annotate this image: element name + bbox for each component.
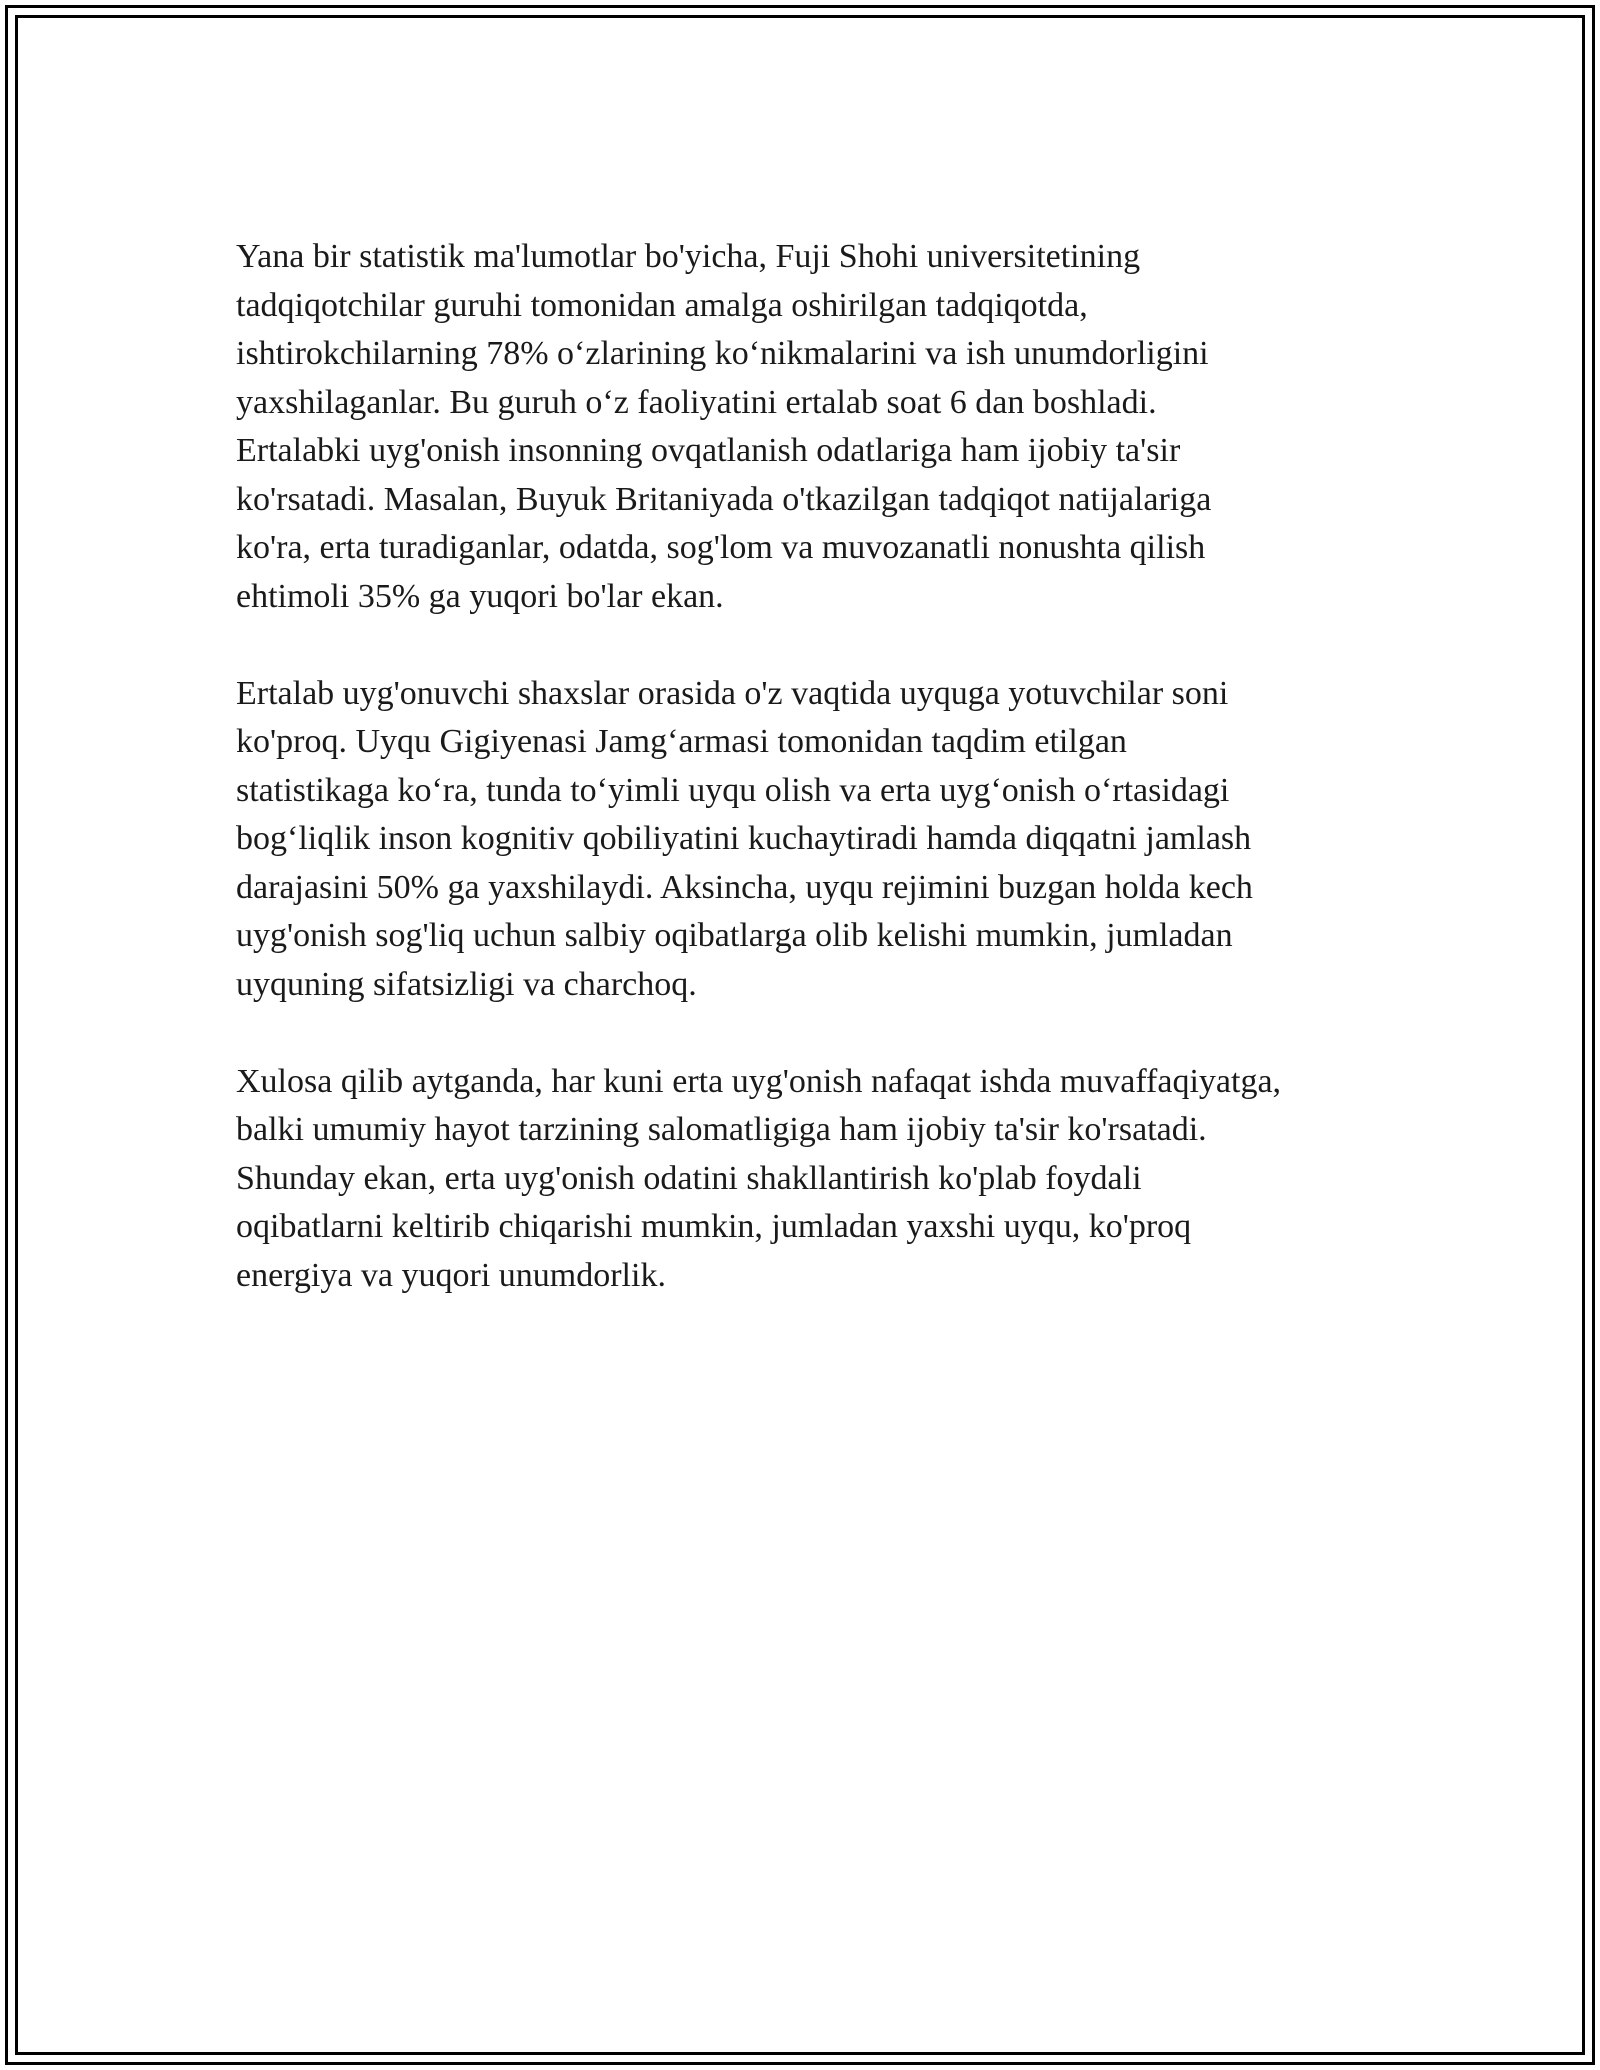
- document-body: [236, 233, 1416, 1349]
- text-line: darajasini 50% ga yaxshilaydi. Aksincha, uyqu rejimini buzgan holda kech: [236, 868, 1253, 906]
- paragraph-1: [236, 233, 1416, 621]
- text-line: Shunday ekan, erta uyg'onish odatini shakllantirish ko'plab foydali: [236, 1159, 1142, 1197]
- text-line: Yana bir statistik ma'lumotlar bo'yicha, Fuji Shohi universitetining: [236, 238, 1141, 275]
- text-line: oqibatlarni keltirib chiqarishi mumkin, jumladan yaxshi uyqu, ko'proq: [236, 1208, 1192, 1245]
- text-line: yaxshilaganlar. Bu guruh oʻz faoliyatini ertalab soat 6 dan boshladi.: [236, 383, 1157, 421]
- text-line: ko'rsatadi. Masalan, Buyuk Britaniyada o'tkazilgan tadqiqot natijalariga: [236, 480, 1212, 518]
- text-line: ishtirokchilarning 78% oʻzlarining koʻnikmalarini va ish unumdorligini: [236, 335, 1209, 372]
- text-line: energiya va yuqori unumdorlik.: [236, 1256, 666, 1294]
- text-line: Xulosa qilib aytganda, har kuni erta uyg'onish nafaqat ishda muvaffaqiyatga,: [236, 1062, 1282, 1100]
- text-line: ko'proq. Uyqu Gigiyenasi Jamgʻarmasi tomonidan taqdim etilgan: [236, 723, 1127, 760]
- text-line: bogʻliqlik inson kognitiv qobiliyatini kuchaytiradi hamda diqqatni jamlash: [236, 820, 1252, 857]
- text-line: uyquning sifatsizligi va charchoq.: [236, 965, 697, 1003]
- text-line: uyg'onish sog'liq uchun salbiy oqibatlarga olib kelishi mumkin, jumladan: [236, 917, 1233, 954]
- text-line: Ertalabki uyg'onish insonning ovqatlanish odatlariga ham ijobiy ta'sir: [236, 432, 1181, 469]
- text-line: tadqiqotchilar guruhi tomonidan amalga oshirilgan tadqiqotda,: [236, 286, 1088, 324]
- text-line: ko'ra, erta turadiganlar, odatda, sog'lom va muvozanatli nonushta qilish: [236, 529, 1206, 566]
- paragraph-3: [236, 1058, 1416, 1301]
- text-line: ehtimoli 35% ga yuqori bo'lar ekan.: [236, 577, 724, 615]
- text-line: statistikaga koʻra, tunda toʻyimli uyqu olish va erta uygʻonish oʻrtasidagi: [236, 771, 1230, 809]
- text-line: Ertalab uyg'onuvchi shaxslar orasida o'z vaqtida uyquga yotuvchilar soni: [236, 674, 1229, 712]
- paragraph-2: [236, 670, 1416, 1010]
- text-line: balki umumiy hayot tarzining salomatligiga ham ijobiy ta'sir ko'rsatadi.: [236, 1111, 1207, 1148]
